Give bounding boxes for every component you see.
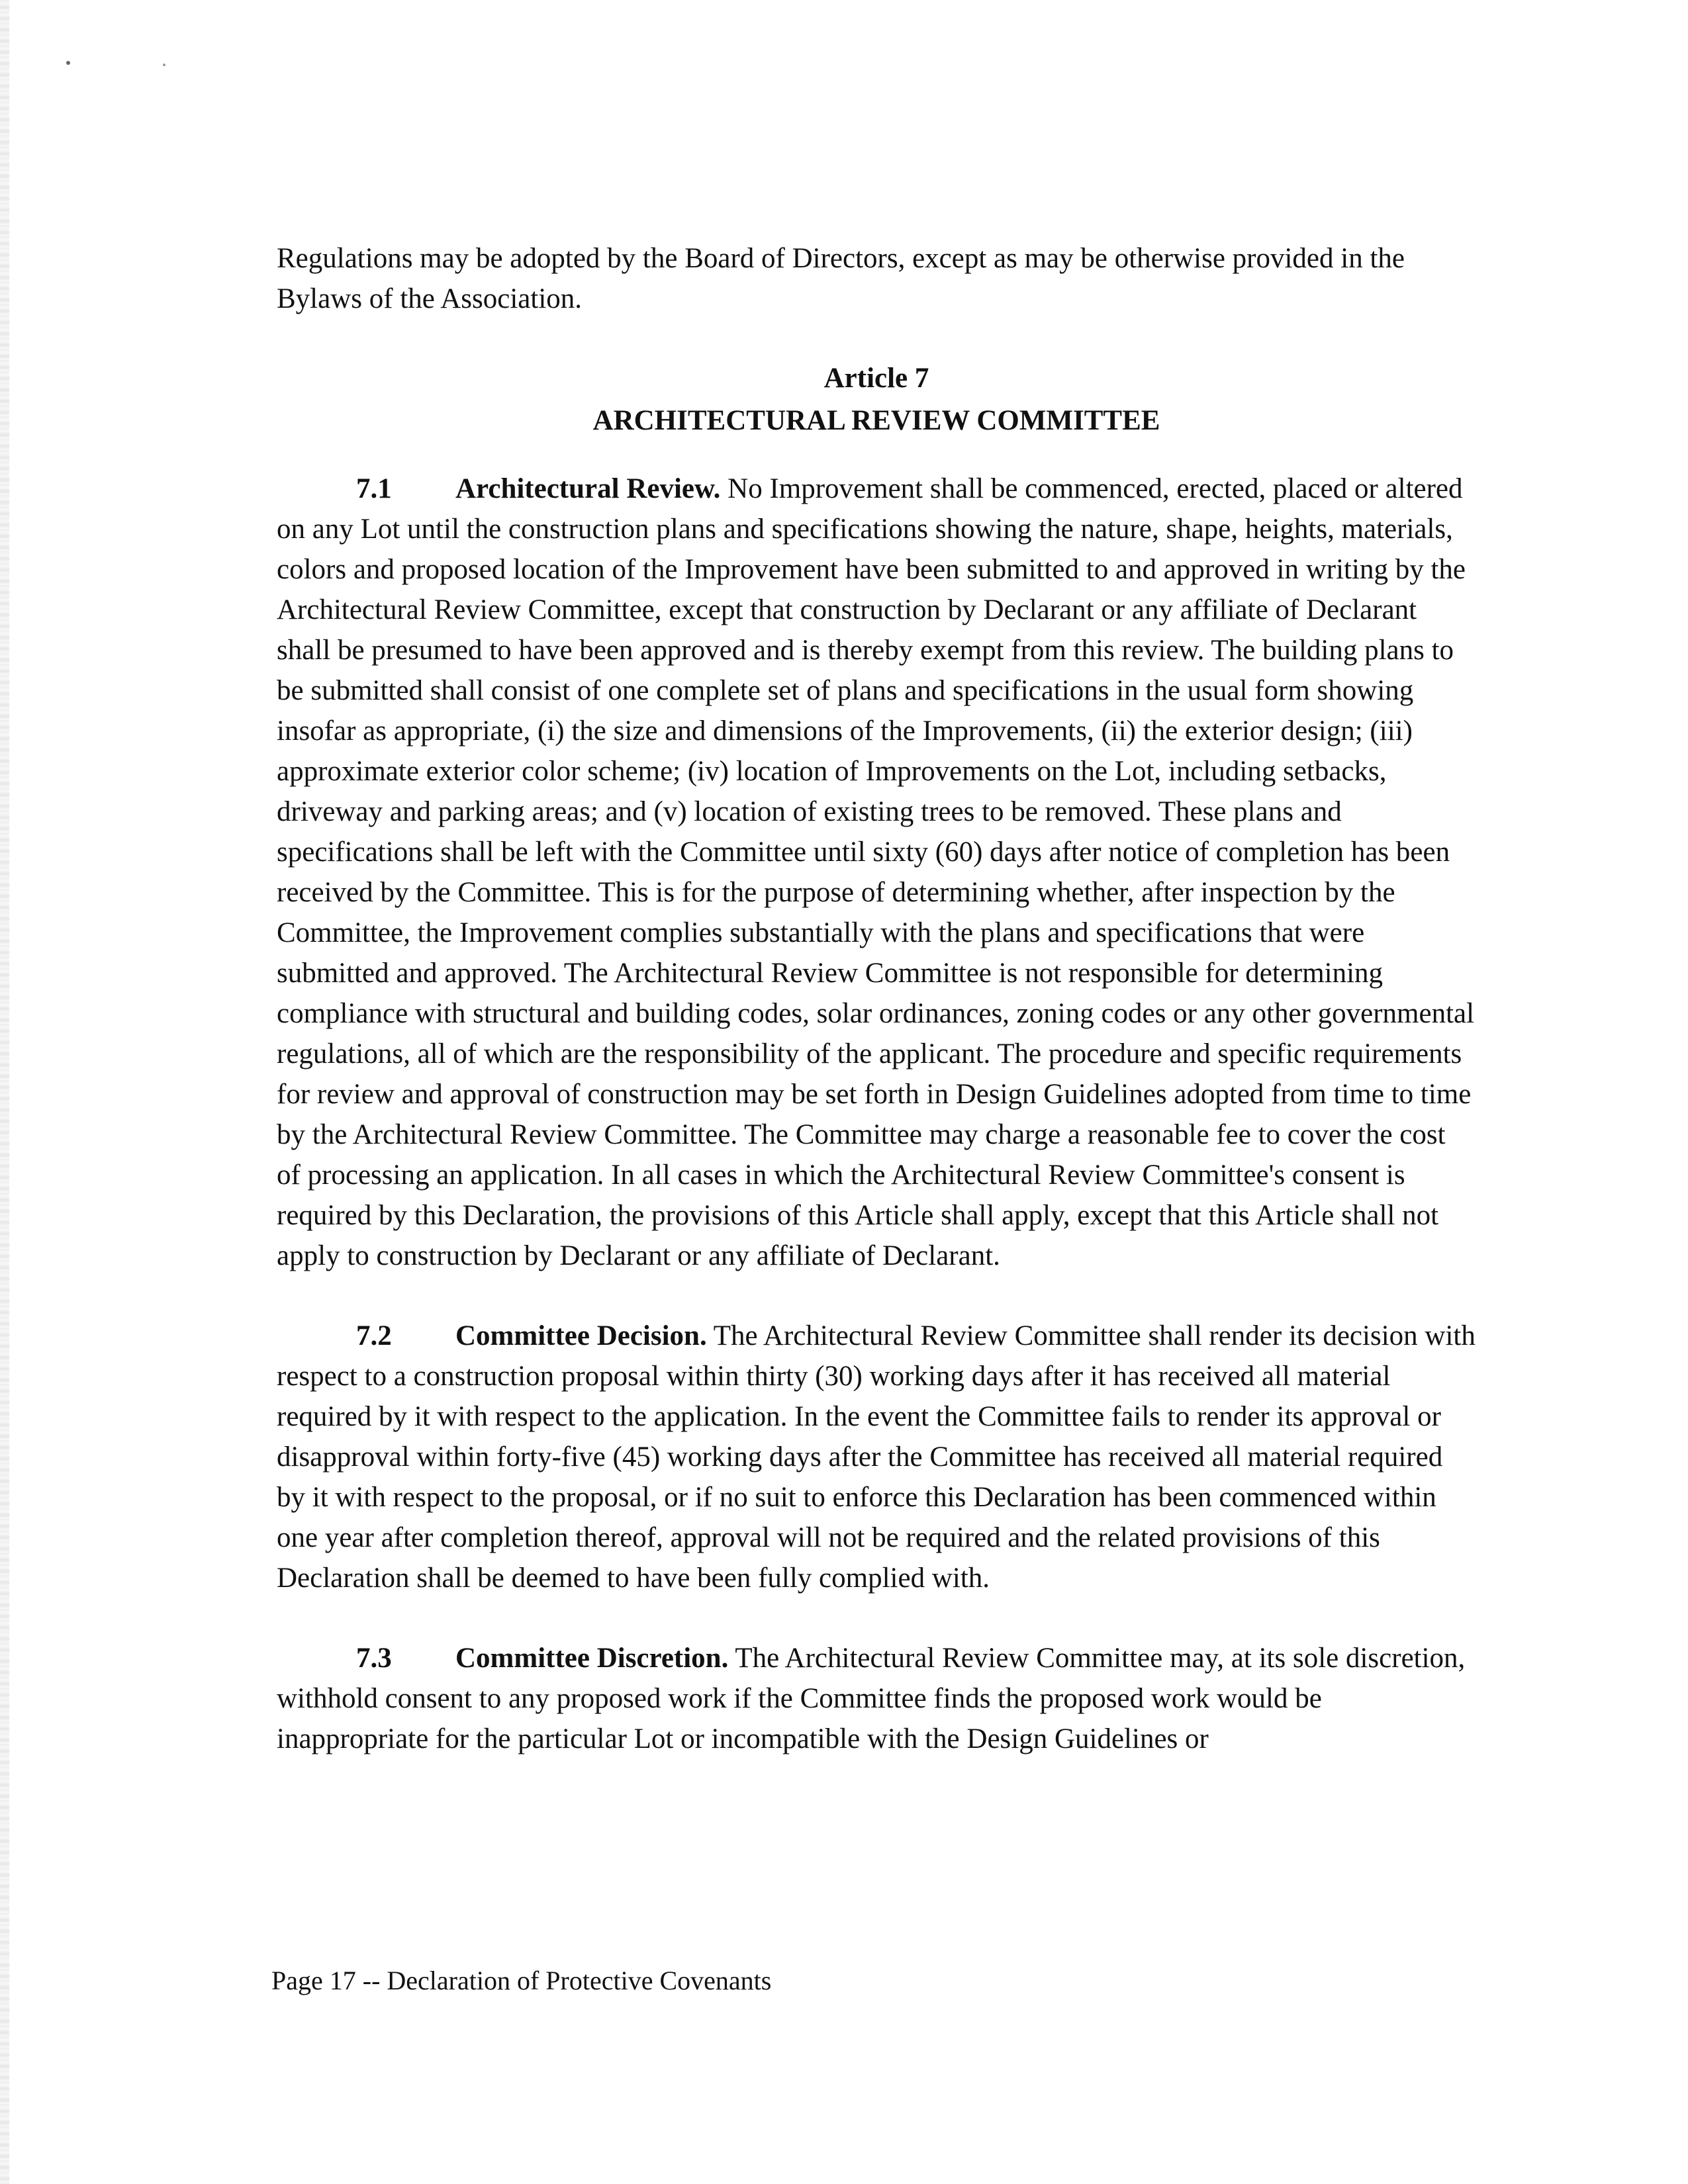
- scan-speck: [66, 61, 70, 65]
- article-heading: [277, 357, 1476, 442]
- section-body: No Improvement shall be commenced, erected, placed or altered on any Lot until the construction plans and specifications showing the nature, shape, heights, materials, colors and proposed location of the Improvement have been submitted to and approved in writing by the Architectural Review Committee, except that construction by Declarant or any affiliate of Declarant shall be presumed to have been approved and is thereby exempt from this review. The building plans to be submitted shall consist of one complete set of plans and specifications in the usual form showing insofar as appropriate, (i) the size and dimensions of the Improvements, (ii) the exterior design; (iii) approximate exterior color scheme; (iv) location of Improvements on the Lot, including setbacks, driveway and parking areas; and (v) location of existing trees to be removed. These plans and specifications shall be left with the Committee until sixty (60) days after notice of completion has been received by the Committee. This is for the purpose of determining whether, after inspection by the Committee, the Improvement complies substantially with the plans and specifications that were submitted and approved. The Architectural Review Committee is not responsible for determining compliance with structural and building codes, solar ordinances, zoning codes or any other governmental regulations, all of which are the responsibility of the applicant. The procedure and specific requirements for review and approval of construction may be set forth in Design Guidelines adopted from time to time by the Architectural Review Committee. The Committee may charge a reasonable fee to cover the cost of processing an application. In all cases in which the Architectural Review Committee's consent is required by this Declaration, the provisions of this Article shall apply, except that this Article shall not apply to construction by Declarant or any affiliate of Declarant.: [277, 473, 1475, 1271]
- scan-edge-artifact: [0, 0, 9, 2184]
- section-title: Committee Discretion.: [455, 1643, 729, 1674]
- scan-speck: [163, 64, 165, 66]
- section-number: 7.2: [356, 1320, 392, 1351]
- document-page: [277, 238, 1476, 1799]
- section-title: Architectural Review.: [455, 473, 721, 504]
- section-body: The Architectural Review Committee may, at its sole discretion, withhold consent to any proposed work if the Committee finds the proposed work would be inappropriate for the particular Lot or incompatible with the Design Guidelines or: [277, 1643, 1466, 1754]
- section-7-2: [277, 1316, 1476, 1598]
- section-7-1: [277, 469, 1476, 1276]
- section-body: The Architectural Review Committee shall render its decision with respect to a construction proposal within thirty (30) working days after it has received all material required by it with respect to the application. In the event the Committee fails to render its approval or disapproval within forty-five (45) working days after the Committee has received all material required by it with respect to the proposal, or if no suit to enforce this Declaration has been commenced within one year after completion thereof, approval will not be required and the related provisions of this Declaration shall be deemed to have been fully complied with.: [277, 1320, 1476, 1594]
- intro-paragraph: Regulations may be adopted by the Board of Directors, except as may be otherwise provided in the Bylaws of the Association.: [277, 243, 1405, 314]
- section-number: 7.3: [356, 1643, 392, 1674]
- article-number: Article 7: [823, 363, 929, 394]
- article-title: ARCHITECTURAL REVIEW COMMITTEE: [592, 405, 1160, 436]
- section-7-3: [277, 1638, 1476, 1759]
- section-number: 7.1: [356, 473, 392, 504]
- section-title: Committee Decision.: [455, 1320, 707, 1351]
- page-footer: Page 17 -- Declaration of Protective Covenants: [271, 1966, 772, 1995]
